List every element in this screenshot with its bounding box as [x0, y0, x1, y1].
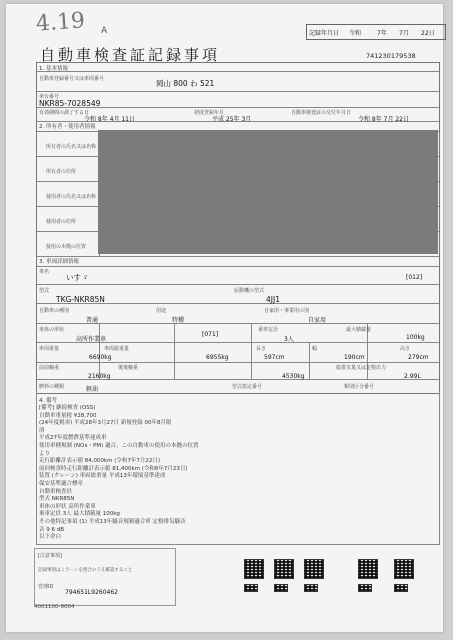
length-label: 長さ	[256, 346, 267, 352]
handwritten-letter: A	[101, 26, 108, 36]
section4-heading: 4. 備考	[39, 398, 57, 404]
document-number: 741230179538	[366, 52, 416, 60]
engine-label: 原動機の型式	[234, 288, 265, 294]
engine-value: 4JJ1	[266, 295, 280, 304]
purpose-value: 自家用	[308, 317, 327, 324]
remark-line: 自動車検査員	[39, 488, 73, 495]
record-date-day: 22日	[421, 30, 435, 37]
fuel-label: 燃料の種類	[39, 384, 65, 390]
body-label: 車体の形状	[39, 327, 65, 333]
fuel-value: 軽油	[86, 386, 99, 393]
remark-line: 平成27年度燃費基準達成車	[39, 435, 107, 442]
remark-line: 以下余白	[39, 534, 62, 541]
body-value: 高所作業車	[76, 336, 107, 343]
record-date-month: 7月	[399, 30, 409, 37]
owner-address-label: 所有者の住所	[46, 169, 77, 175]
page-title: 自動車検査証記録事項	[40, 46, 221, 64]
front-axle-value: 2160kg	[88, 373, 111, 380]
qr-code-icon	[394, 559, 414, 579]
weight-label: 車両重量	[39, 346, 60, 352]
issue-date-label: 自動車検査証の交付年月日	[291, 110, 352, 116]
management-id-label: 管理ID	[38, 584, 54, 590]
length-value: 597cm	[264, 354, 285, 361]
remark-line: 装置 (クレーン) 車両総重量 平成13年環境基準達成	[39, 473, 166, 480]
kind-value: 普通	[86, 317, 99, 324]
qr-code-icon	[358, 559, 378, 579]
category-label: 類別区分番号	[344, 384, 375, 390]
remark-line: 乗車定員 3人 最大積載量 100kg	[39, 511, 120, 518]
expiry-value: 令和 8年 4月 11日	[84, 116, 135, 123]
rear-axle-label: 後後軸重	[118, 365, 139, 371]
notice-text: 記録事項はミラーンを照合のうえ確認すること	[38, 568, 133, 573]
max-load-value: 100kg	[406, 334, 425, 341]
user-name-label: 使用者の氏名又は名称	[46, 194, 97, 200]
remark-line: その他特記事項 (1) 平成13年騒音規制適合車 定格排気騒音	[39, 518, 186, 525]
record-date-era: 令和	[349, 30, 362, 37]
user-address-label: 使用者の住所	[46, 219, 77, 225]
remark-line: 走行距離計表示値 84,000km (令和7年7月22日)	[39, 458, 161, 465]
capacity-value: 3人	[284, 336, 294, 343]
model-value: TKG-NKR85N	[56, 295, 105, 304]
remark-line: [備考] 継続検査 (OSS)	[39, 405, 96, 411]
chassis-label: 車台番号	[39, 94, 60, 100]
remark-line: (24年度税率) 平成28年3月27日 新規登録 00年8月限	[39, 420, 172, 427]
model-label: 型式	[39, 288, 50, 294]
base-location-label: 使用の本拠の位置	[46, 244, 87, 250]
remark-line: 音 9 6 dB	[39, 526, 65, 533]
height-value: 279cm	[408, 354, 429, 361]
document-page	[6, 4, 443, 632]
remark-line: 型式 NKR85N	[39, 496, 75, 503]
body-code: [071]	[202, 331, 219, 338]
gross-value: 6955kg	[206, 354, 229, 361]
record-date-label: 記録年月日	[309, 30, 340, 37]
remark-line: 使用車種規制 (NOx・PM) 適合。この自動車の使用の本拠の位置	[39, 442, 199, 449]
displacement-label: 総排気量又は定格出力	[336, 365, 387, 371]
redaction-block	[98, 130, 438, 254]
notice-box	[34, 548, 176, 606]
record-date-year: 7年	[377, 30, 387, 37]
maker-code: [012]	[406, 274, 423, 281]
handwritten-number: 4.19	[35, 8, 86, 37]
kind-label: 自動車の種別	[39, 308, 70, 314]
first-reg-value: 平成 25年 3月	[212, 116, 252, 123]
maker-label: 車名	[39, 269, 50, 275]
issue-date-value: 令和 8年 7月 22日	[358, 116, 409, 123]
qr-code-icon	[394, 584, 408, 592]
chassis-value: NKR85-7028549	[39, 99, 101, 108]
section3-heading: 3. 車両詳細情報	[39, 259, 79, 265]
reg-value: 岡山 800 わ 521	[156, 79, 215, 88]
reg-label: 自動車登録番号又は車両番号	[39, 76, 105, 82]
qr-code-icon	[274, 584, 288, 592]
type-no-label: 型式指定番号	[232, 384, 263, 390]
capacity-label: 乗車定員	[258, 327, 279, 333]
maker-value: いすゞ	[66, 273, 89, 282]
weight-value: 6690kg	[89, 354, 112, 361]
gross-label: 車両総重量	[104, 346, 130, 352]
qr-code-icon	[274, 559, 294, 579]
rear-axle-value: 4530kg	[282, 373, 305, 380]
qr-code-icon	[358, 584, 372, 592]
remark-line: 自動車重量税 ¥28,700	[39, 412, 97, 419]
owner-name-label: 所有者の氏名又は名称	[46, 144, 97, 150]
max-load-label: 最大積載量	[346, 327, 372, 333]
purpose-label: 自家用・事業用の別	[264, 308, 310, 314]
height-label: 高さ	[400, 346, 411, 352]
remarks-frame	[36, 392, 440, 545]
record-date-box	[306, 24, 446, 40]
qr-code-icon	[244, 584, 258, 592]
notice-label: [注意事項]	[38, 553, 62, 559]
qr-code-icon	[304, 559, 324, 579]
section1-heading: 1. 基本情報	[39, 66, 68, 72]
management-id-value: 794651L9260462	[65, 589, 118, 596]
qr-code-icon	[304, 584, 318, 592]
section2-heading: 2. 所有者・使用者情報	[39, 124, 96, 130]
remark-line: 保安基準適合標章	[39, 480, 84, 487]
use-value: 特種	[172, 317, 185, 324]
page-code: 4001100-9004	[34, 604, 75, 610]
remark-line: 前回検査時走行距離計表示値 81,400km (令和6年7月23日)	[39, 465, 188, 472]
remark-line: 済	[39, 427, 45, 434]
width-label: 幅	[312, 346, 318, 352]
front-axle-label: 前前軸重	[39, 365, 60, 371]
remark-line: 車体の形状 高所作業車	[39, 503, 96, 510]
first-reg-label: 初度登録年月	[194, 110, 225, 116]
displacement-value: 2.99L	[404, 373, 421, 380]
expiry-label: 有効期間の満了する日	[39, 110, 90, 116]
width-value: 190cm	[344, 354, 365, 361]
remark-line: より	[39, 450, 51, 457]
use-label: 用途	[156, 308, 167, 314]
qr-code-icon	[244, 559, 264, 579]
